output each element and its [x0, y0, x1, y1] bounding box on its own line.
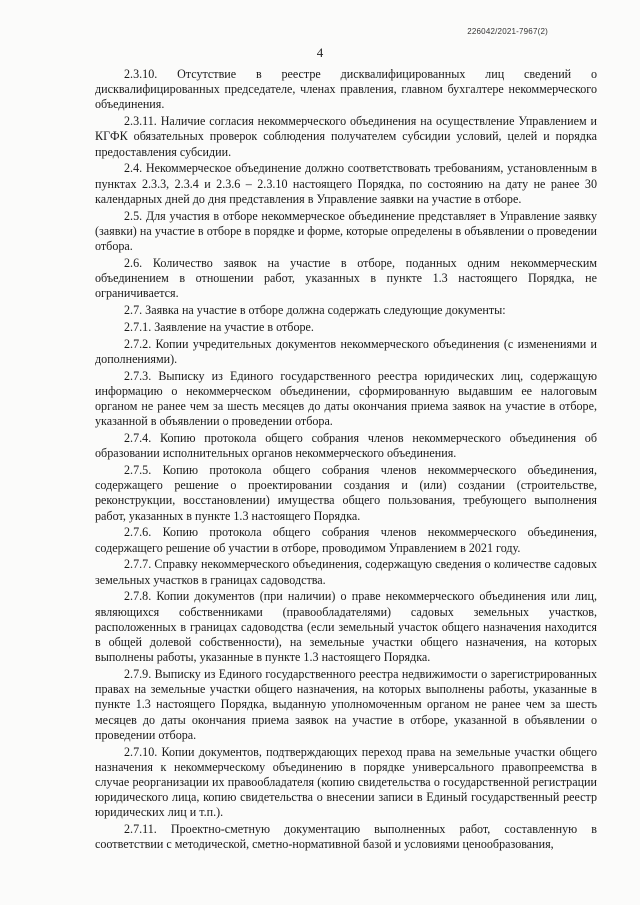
paragraph-2-7-1: 2.7.1. Заявление на участие в отборе. — [124, 319, 314, 334]
paragraph-2-7-5: 2.7.5. Копию протокола общего собрания членов некоммерческого объединения, содержащего решение о проектировании создания и (или) создании (строительстве, реконструкции, восстановлении) имущества общего пользования, требующего выполнения работ, указанных в пункте 1.3 настоящего Порядка. — [95, 463, 597, 523]
paragraph-2-7-10: 2.7.10. Копии документов, подтверждающих переход права на земельные участки общего назначения к некоммерческому объединению в порядке универсального правопреемства в случае реорганизации их правообладателя (копию свидетельства о государственной регистрации юридического лица, копию свидетельства о внесении записи в Единый государственный реестр юридических лиц и т.п.). — [95, 744, 597, 820]
paragraph-2-7-2: 2.7.2. Копии учредительных документов некоммерческого объединения (с изменениями и дополнениями). — [95, 336, 597, 366]
document-id: 226042/2021-7967(2) — [467, 27, 548, 36]
document-body — [95, 67, 597, 854]
paragraph-2-7-9: 2.7.9. Выписку из Единого государственного реестра недвижимости о зарегистрированных правах на земельные участки общего назначения, на которых выполнены работы, указанные в пункте 1.3 настоящего Порядка, выданную уполномоченным органом не ранее чем за шесть месяцев до даты окончания приема заявок на участие в отборе, указанной в объявлении о проведении отбора. — [95, 667, 597, 742]
paragraph-2-6: 2.6. Количество заявок на участие в отборе, поданных одним некоммерческим объединением в отношении работ, указанных в пункте 1.3 настоящего Порядка, не ограничивается. — [95, 255, 597, 301]
paragraph-2-7-8: 2.7.8. Копии документов (при наличии) о праве некоммерческого объединения или лиц, являющихся собственниками (правообладателями) садовых земельных участков, расположенных в границах садоводства (если земельный участок общего назначения находится в общей долевой собственности), на земельные участки общего назначения, на которых выполнены работы, указанные в пункте 1.3 настоящего Порядка. — [95, 589, 597, 665]
paragraph-2-3-11: 2.3.11. Наличие согласия некоммерческого объединения на осуществление Управлением и КГФК обязательных проверок соблюдения получателем субсидии условий, целей и порядка предоставления субсидии. — [95, 114, 597, 159]
paragraph-2-7-6: 2.7.6. Копию протокола общего собрания членов некоммерческого объединения, содержащего решение об участии в отборе, проводимом Управлением в 2021 году. — [95, 525, 597, 555]
paragraph-2-7-11: 2.7.11. Проектно-сметную документацию выполненных работ, составленную в соответствии с методической, сметно-нормативной базой и условиями ценообразования, — [95, 822, 597, 852]
page-number: 4 — [316, 45, 324, 60]
paragraph-2-5: 2.5. Для участия в отборе некоммерческое объединение представляет в Управление заявку (заявки) на участие в отборе в порядке и форме, которые определены в объявлении о проведении отбора. — [95, 208, 597, 254]
paragraph-2-7-3: 2.7.3. Выписку из Единого государственного реестра юридических лиц, содержащую информацию о некоммерческом объединении, сформированную выдавшим ее налоговым органом не ранее чем за шесть месяцев до даты окончания приема заявок на участие в отборе, указанной в объявлении о проведении отбора. — [95, 368, 597, 429]
paragraph-2-3-10: 2.3.10. Отсутствие в реестре дисквалифицированных лиц сведений о дисквалифицированных председателе, членах правления, главном бухгалтере некоммерческого объединения. — [95, 67, 597, 112]
paragraph-2-7: 2.7. Заявка на участие в отборе должна содержать следующие документы: — [124, 303, 506, 318]
paragraph-2-7-4: 2.7.4. Копию протокола общего собрания членов некоммерческого объединения об образовании исполнительных органов некоммерческого объединения. — [95, 431, 597, 461]
paragraph-2-4: 2.4. Некоммерческое объединение должно соответствовать требованиям, установленным в пунктах 2.3.3, 2.3.4 и 2.3.6 – 2.3.10 настоящего Порядка, по состоянию на дату не ранее 30 календарных дней до дня представления в Управление заявки на участие в отборе. — [95, 161, 597, 206]
paragraph-2-7-7: 2.7.7. Справку некоммерческого объединения, содержащую сведения о количестве садовых земельных участков в границах садоводства. — [95, 557, 597, 587]
